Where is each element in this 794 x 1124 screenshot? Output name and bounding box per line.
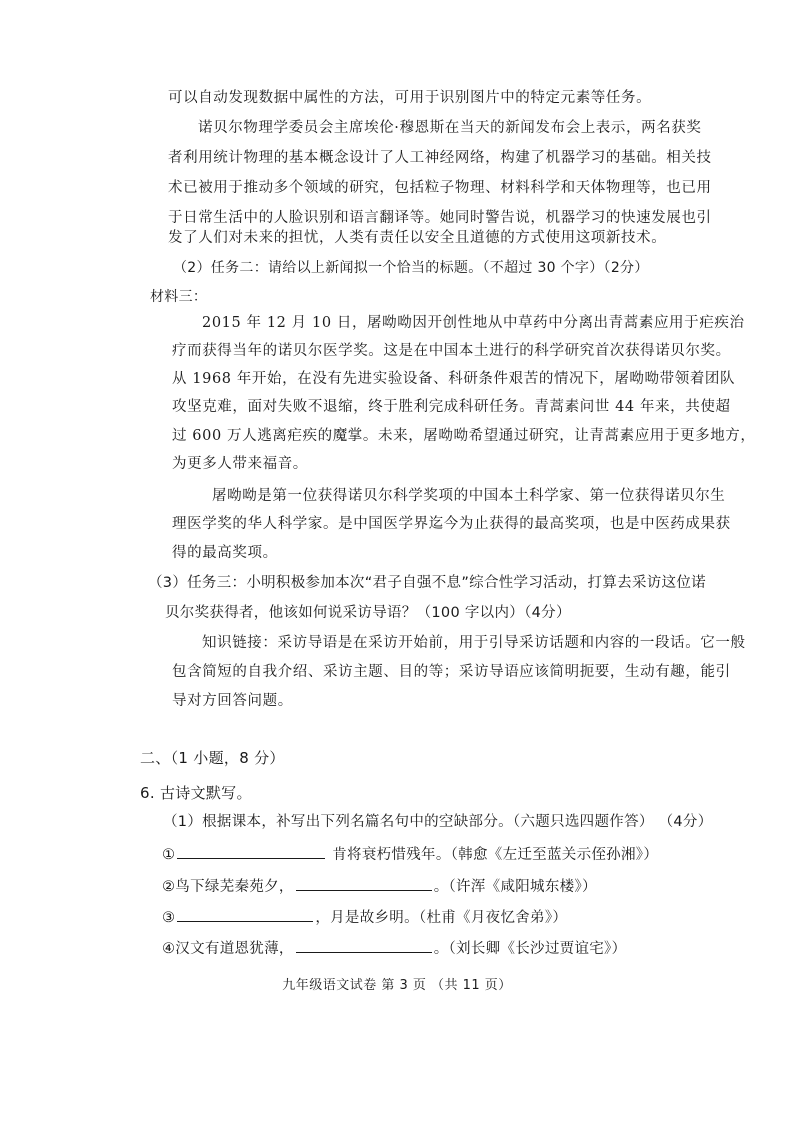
question6-1-prompt: （1）根据课本，补写出下列名篇名句中的空缺部分。（六题只选四题作答） （4分） (163, 814, 713, 830)
task3-line1: （3）任务三：小明积极参加本次“君子自强不息”综合性学习活动，打算去采访这位诺 (148, 575, 706, 591)
fill-item-4-text: 。（刘长卿《长沙过贾谊宅》） (433, 941, 627, 957)
fill-item-2-text: 。（许浑《咸阳城东楼》） (433, 879, 597, 895)
material3-p1-line6: 为更多人带来福音。 (172, 456, 308, 472)
page-footer: 九年级语文试卷 第 3 页 （共 11 页） (282, 978, 512, 993)
material3-p2-line3: 得的最高奖项。 (172, 545, 278, 561)
knowledge-link-line3: 导对方回答问题。 (172, 693, 293, 709)
material2-p2-line1: 诺贝尔物理学委员会主席埃伦·穆恩斯在当天的新闻发布会上表示，两名获奖 (198, 120, 702, 136)
material2-p2-line2: 者利用统计物理的基本概念设计了人工神经网络，构建了机器学习的基础。相关技 (168, 150, 712, 166)
knowledge-link-line2: 包含简短的自我介绍、采访主题、目的等；采访导语应该简明扼要，生动有趣，能引 (172, 664, 731, 680)
fill-item-3 (162, 907, 567, 928)
knowledge-link-line1: 知识链接：采访导语是在采访开始前，用于引导采访话题和内容的一段话。它一般 (202, 635, 746, 651)
fill-item-4-num: ④汉文有道恩犹薄， (162, 941, 294, 957)
fill-blank-3[interactable] (177, 907, 313, 922)
fill-item-3-num: ③ (162, 910, 176, 926)
fill-item-4 (162, 938, 626, 959)
material3-p2-line2: 理医学奖的华人科学家。是中国医学界迄今为止获得的最高奖项，也是中医药成果获 (172, 516, 731, 532)
material3-p1-line2: 疗而获得当年的诺贝尔医学奖。这是在中国本土进行的科学研究首次获得诺贝尔奖。 (172, 343, 731, 359)
fill-item-1-text: 肯将衰朽惜残年。（韩愈《左迁至蓝关示侄孙湘》） (332, 847, 659, 863)
material3-p1-line4: 攻坚克难，面对失败不退缩，终于胜利完成科研任务。青蒿素问世 44 年来，共使超 (172, 399, 731, 415)
fill-item-1-num: ① (162, 847, 176, 863)
material3-p2-line1: 屠呦呦是第一位获得诺贝尔科学奖项的中国本土科学家、第一位获得诺贝尔生 (212, 488, 726, 504)
material2-p2-line3: 术已被用于推动多个领域的研究，包括粒子物理、材料科学和天体物理等，也已用 (168, 180, 712, 196)
material2-p2-line5: 发了人们对未来的担忧，人类有责任以安全且道德的方式使用这项新技术。 (168, 230, 667, 246)
section2-heading: 二、（1 小题，8 分） (140, 749, 285, 767)
task3-line2: 贝尔奖获得者，他该如何说采访导语？（100 字以内）（4分） (165, 605, 571, 621)
task2-prompt: （2）任务二：请给以上新闻拟一个恰当的标题。（不超过 30 个字）（2分） (173, 260, 649, 276)
question6-title: 6. 古诗文默写。 (140, 784, 252, 802)
material3-p1-line5: 过 600 万人逃离疟疾的魔掌。未来，屠呦呦希望通过研究，让青蒿素应用于更多地方， (172, 428, 756, 444)
material3-p1-line1: 2015 年 12 月 10 日，屠呦呦因开创性地从中草药中分离出青蒿素应用于疟疾治 (202, 315, 745, 331)
material2-p2-line4: 于日常生活中的人脸识别和语言翻译等。她同时警告说，机器学习的快速发展也引 (168, 210, 712, 226)
material3-title: 材料三： (150, 289, 208, 305)
fill-item-1 (162, 844, 658, 865)
fill-item-2 (162, 876, 597, 897)
material3-p1-line3: 从 1968 年开始，在没有先进实验设备、科研条件艰苦的情况下，屠呦呦带领着团队 (172, 371, 736, 387)
fill-blank-4[interactable] (296, 938, 432, 953)
material2-line1: 可以自动发现数据中属性的方法，可用于识别图片中的特定元素等任务。 (168, 90, 652, 106)
fill-blank-1[interactable] (177, 844, 325, 859)
fill-item-3-text: ，月是故乡明。（杜甫《月夜忆舍弟》） (315, 910, 568, 926)
fill-item-2-num: ②鸟下绿芜秦苑夕， (162, 879, 294, 895)
fill-blank-2[interactable] (296, 876, 432, 891)
